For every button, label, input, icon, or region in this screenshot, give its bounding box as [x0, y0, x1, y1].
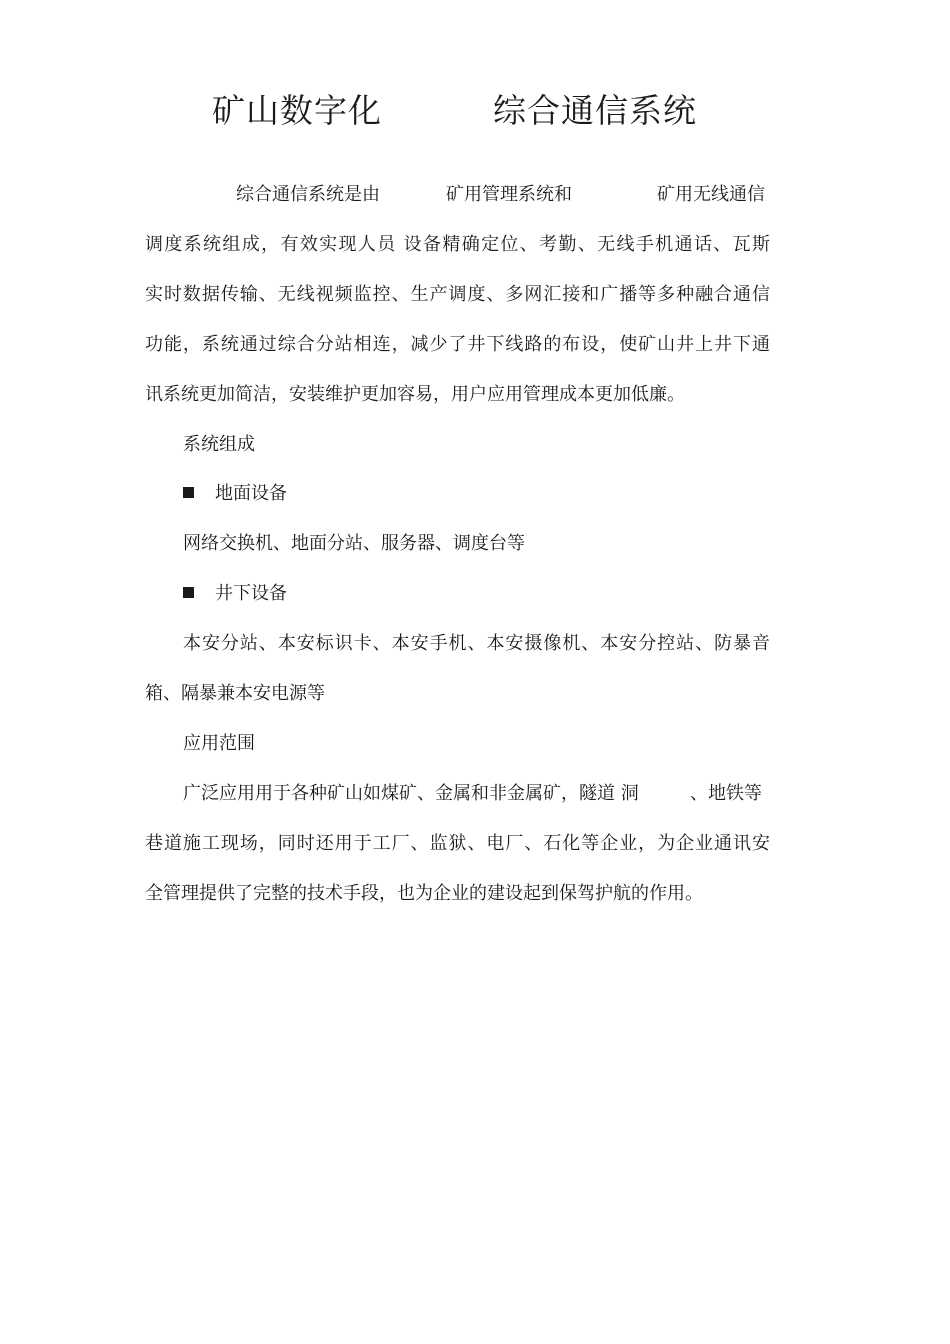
underground-equipment-item	[183, 580, 287, 608]
underground-equipment-list-line-2: 箱、隔暴兼本安电源等	[145, 683, 325, 704]
application-heading: 应用范围	[183, 733, 255, 754]
underground-equipment-label: 井下设备	[215, 583, 287, 604]
intro-line-3: 实时数据传输、无线视频监控、生产调度、多网汇接和广播等多种融合通信	[145, 284, 770, 305]
square-bullet-icon	[183, 587, 194, 598]
intro-line-2: 调度系统组成，有效实现人员 设备精确定位、考勤、无线手机通话、瓦斯	[145, 234, 770, 255]
intro-line-1-b: 矿用管理系统和	[446, 184, 572, 205]
application-line-1-b: 、地铁等	[690, 783, 762, 804]
ground-equipment-item	[183, 480, 287, 508]
application-line-2: 巷道施工现场，同时还用于工厂、监狱、电厂、石化等企业，为企业通讯安	[145, 833, 770, 854]
square-bullet-icon	[183, 487, 194, 498]
application-line-3: 全管理提供了完整的技术手段，也为企业的建设起到保驾护航的作用。	[145, 883, 703, 904]
ground-equipment-label: 地面设备	[215, 483, 287, 504]
intro-line-4: 功能，系统通过综合分站相连，减少了井下线路的布设，使矿山井上井下通	[145, 334, 770, 355]
ground-equipment-list: 网络交换机、地面分站、服务器、调度台等	[183, 533, 525, 554]
title-part-2: 综合通信系统	[493, 91, 697, 130]
intro-line-1-a: 综合通信系统是由	[236, 184, 380, 205]
intro-line-1	[0, 181, 950, 209]
title-part-1: 矿山数字化	[212, 91, 382, 130]
composition-heading: 系统组成	[183, 434, 255, 455]
intro-line-1-c: 矿用无线通信	[657, 184, 765, 205]
intro-line-5: 讯系统更加简洁，安装维护更加容易，用户应用管理成本更加低廉。	[145, 384, 685, 405]
application-line-1	[0, 780, 950, 808]
application-line-1-a: 广泛应用用于各种矿山如煤矿、金属和非金属矿，隧道 洞	[183, 783, 639, 804]
underground-equipment-list-line-1: 本安分站、本安标识卡、本安手机、本安摄像机、本安分控站、防暴音	[183, 633, 770, 654]
document-title	[0, 86, 950, 136]
